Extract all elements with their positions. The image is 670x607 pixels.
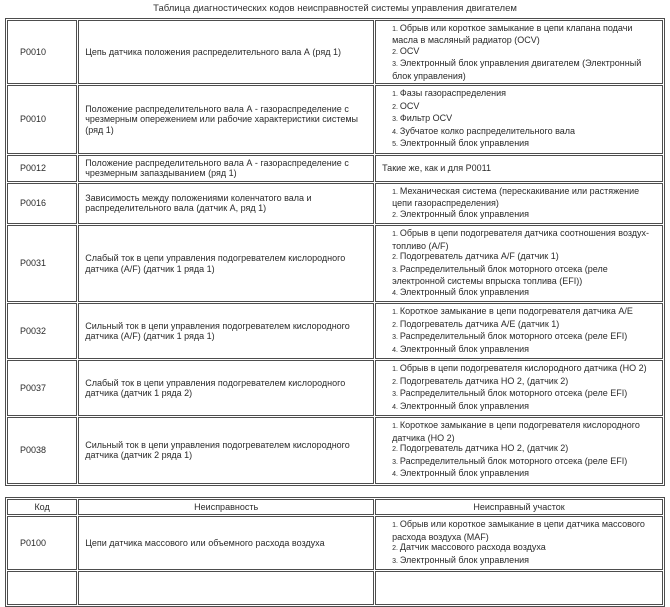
cause-item: Электронный блок управления [392,209,652,222]
fault-description-cell: Цепь датчика положения распределительного вала А (ряд 1) [78,20,374,85]
fault-description-cell: Сильный ток в цепи управления подогревателем кислородного датчика (датчик 2 ряда 1) [78,417,374,484]
cause-item: Электронный блок управления [392,344,652,357]
cause-item: Обрыв в цепи подогревателя датчика соотношения воздух-топливо (A/F) [392,228,652,251]
cause-list [380,363,652,413]
cause-item: Подогреватель датчика HO 2, (датчик 2) [392,376,652,389]
fault-description-cell: Цепи датчика массового или объемного расхода воздуха [78,516,374,570]
cause-item: Подогреватель датчика HO 2, (датчик 2) [392,443,652,456]
cause-item: Электронный блок управления [392,287,652,300]
cause-item: OCV [392,46,652,59]
dtc-code-cell: P0037 [7,360,77,416]
empty-cell [7,571,77,605]
cause-item: Подогреватель датчика A/F (датчик 1) [392,251,652,264]
cause-item: Обрыв или короткое замыкание в цепи клапана подачи масла в масляный радиатор (OCV) [392,23,652,46]
table-row [7,516,663,570]
cause-item: Обрыв или короткое замыкание в цепи датчика массового расхода воздуха (MAF) [392,519,652,542]
cause-item: Распределительный блок моторного отсека (реле EFI) [392,456,652,469]
cause-list [380,420,652,481]
cause-item: Короткое замыкание в цепи подогревателя датчика A/E [392,306,652,319]
dtc-code-cell: P0031 [7,225,77,302]
cause-item: Распределительный блок моторного отсека (реле электронной системы впрыска топлива (EFI)) [392,264,652,287]
cause-list [380,228,652,299]
table-row [7,155,663,182]
partial-table-row [7,571,663,605]
cause-list [380,519,652,567]
fault-area-cell [375,303,663,359]
cause-item: Короткое замыкание в цепи подогревателя кислородного датчика (HO 2) [392,420,652,443]
fault-description-cell: Зависимость между положениями коленчатого вала и распределительного вала (датчик А, ряд 1) [78,183,374,225]
fault-area-cell [375,20,663,85]
table-row [7,303,663,359]
dtc-code-cell: P0032 [7,303,77,359]
dtc-code-cell: P0010 [7,20,77,85]
empty-cell [375,571,663,605]
fault-description-cell: Положение распределительного вала А - газораспределение с чрезмерным опережением или рабочие характеристики системы (ряд 1) [78,85,374,154]
column-header-fault: Неисправность [78,499,374,516]
cause-item: Фильтр OCV [392,113,652,126]
dtc-table-2 [5,497,665,607]
cause-item: Механическая система (перескакивание или растяжение цепи газораспределения) [392,186,652,209]
cause-item: Обрыв в цепи подогревателя кислородного датчика (HO 2) [392,363,652,376]
column-header-area: Неисправный участок [375,499,663,516]
cause-item: Электронный блок управления [392,468,652,481]
cause-item: OCV [392,101,652,114]
fault-description-cell: Положение распределительного вала А - газораспределение с чрезмерным запаздыванием (ряд 1) [78,155,374,182]
table-row [7,85,663,154]
dtc-code-cell: P0038 [7,417,77,484]
dtc-code-cell: P0010 [7,85,77,154]
table-row [7,183,663,225]
cause-list [380,186,652,222]
dtc-table-1 [5,18,665,486]
cause-item: Распределительный блок моторного отсека (реле EFI) [392,331,652,344]
cause-item: Распределительный блок моторного отсека (реле EFI) [392,388,652,401]
page-title: Таблица диагностических кодов неисправностей системы управления двигателем [5,4,665,15]
header-row [7,499,663,516]
table-row [7,360,663,416]
fault-description-cell: Слабый ток в цепи управления подогревателем кислородного датчика (A/F) (датчик 1 ряда 1) [78,225,374,302]
fault-description-cell: Слабый ток в цепи управления подогревателем кислородного датчика (датчик 1 ряда 2) [78,360,374,416]
table-row [7,417,663,484]
fault-area-cell [375,417,663,484]
fault-area-cell [375,225,663,302]
fault-area-cell [375,183,663,225]
cause-item: Электронный блок управления [392,555,652,568]
cause-item: Датчик массового расхода воздуха [392,542,652,555]
table-row [7,20,663,85]
dtc-code-cell: P0100 [7,516,77,570]
dtc-code-cell: P0016 [7,183,77,225]
table-row [7,225,663,302]
cause-item: Электронный блок управления [392,401,652,414]
fault-area-cell [375,85,663,154]
cause-item: Электронный блок управления двигателем (Электронный блок управления) [392,58,652,81]
cause-item: Фазы газораспределения [392,88,652,101]
fault-area-cell: Такие же, как и для P0011 [375,155,663,182]
cause-item: Зубчатое колко распределительного вала [392,126,652,139]
empty-cell [78,571,374,605]
cause-item: Электронный блок управления [392,138,652,151]
fault-area-cell [375,360,663,416]
dtc-code-cell: P0012 [7,155,77,182]
column-header-code: Код [7,499,77,516]
cause-item: Подогреватель датчика A/E (датчик 1) [392,319,652,332]
fault-area-cell [375,516,663,570]
cause-list [380,23,652,82]
cause-list [380,306,652,356]
fault-description-cell: Сильный ток в цепи управления подогревателем кислородного датчика (A/F) (датчик 1 ряда 1) [78,303,374,359]
cause-list [380,88,652,151]
